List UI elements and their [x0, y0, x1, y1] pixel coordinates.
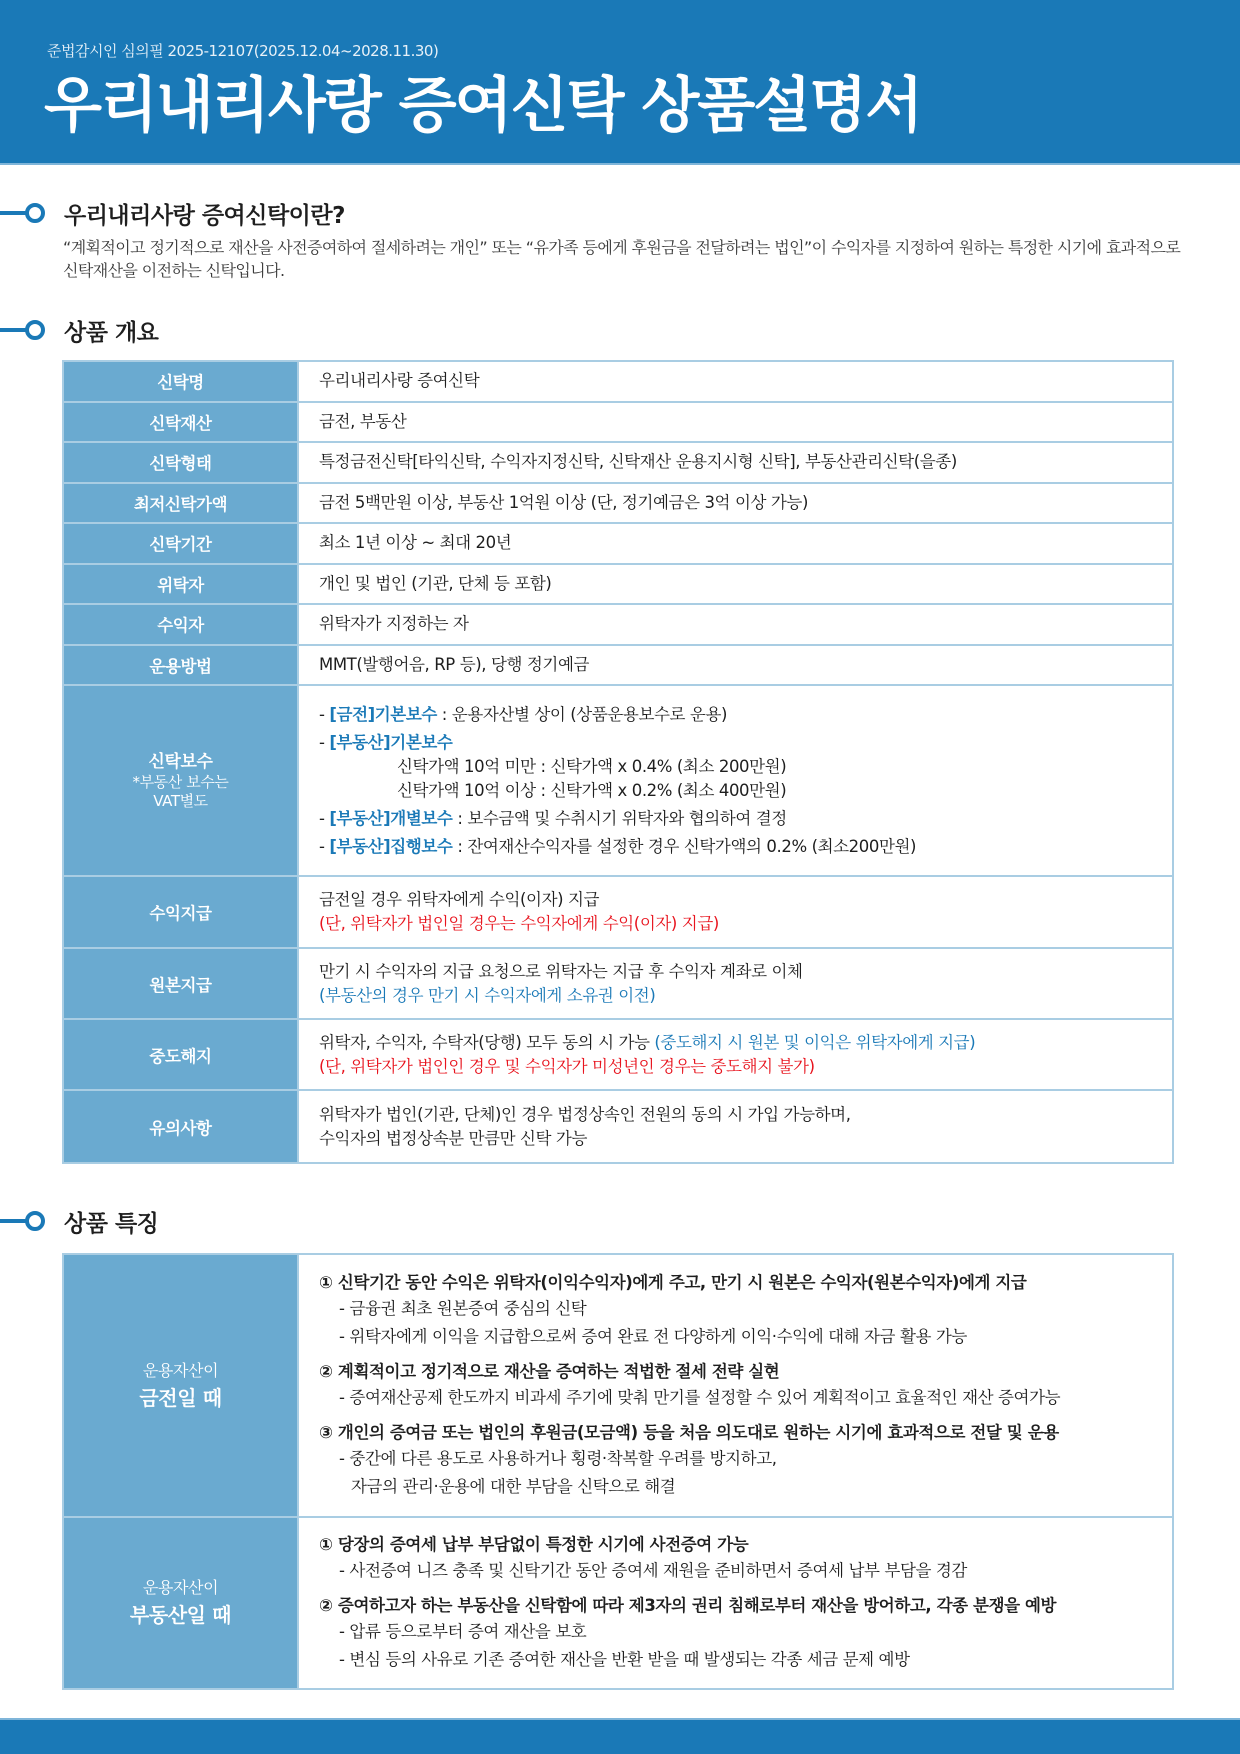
document-footer-bar — [0, 1718, 1240, 1754]
feature-detail: - 사전증여 니즈 충족 및 신탁기간 동안 증여세 재원을 준비하면서 증여세 납부 부담을 경감 — [339, 1561, 967, 1580]
table-row — [63, 645, 1173, 686]
table-row-notes — [63, 1090, 1173, 1163]
row-value: 최소 1년 이상 ~ 최대 20년 — [298, 523, 1173, 564]
fee-item: - [부동산]기본보수 — [319, 732, 453, 752]
row-value-cash — [298, 1254, 1173, 1517]
row-label: 신탁명 — [63, 361, 298, 402]
feature-title: ① 신탁기간 동안 수익은 위탁자(이익수익자)에게 주고, 만기 시 원본은 수익자(원본수익자)에게 지급 — [319, 1273, 1027, 1292]
table-row — [63, 442, 1173, 483]
warning-text: (단, 위탁자가 법인인 경우 및 수익자가 미성년인 경우는 중도해지 불가) — [319, 1056, 815, 1076]
document-title: 우리내리사랑 증여신탁 상품설명서 — [44, 71, 922, 141]
row-value: 금전 5백만원 이상, 부동산 1억원 이상 (단, 정기예금은 3억 이상 가능) — [298, 483, 1173, 524]
product-overview-table — [62, 360, 1174, 1164]
row-value: 우리내리사랑 증여신탁 — [298, 361, 1173, 402]
fee-tier: 신탁가액 10억 미만 : 신탁가액 x 0.4% (최소 200만원) — [397, 756, 787, 776]
row-value: 특정금전신탁[타익신탁, 수익자지정신탁, 신탁재산 운용지시형 신탁], 부동산관리신탁(을종) — [298, 442, 1173, 483]
note-text: (부동산의 경우 만기 시 수익자에게 소유권 이전) — [319, 985, 656, 1005]
vat-note: *부동산 보수는 — [132, 772, 229, 791]
row-label: 위탁자 — [63, 564, 298, 605]
row-value: MMT(발행어음, RP 등), 당행 정기예금 — [298, 645, 1173, 686]
section-title: 상품 개요 — [64, 319, 159, 346]
row-value: 만기 시 수익자의 지급 요청으로 위탁자는 지급 후 수익자 계좌로 이체 (부동산의 경우 만기 시 수익자에게 소유권 이전) — [298, 948, 1173, 1019]
feature-title: ② 증여하고자 하는 부동산을 신탁함에 따라 제3자의 권리 침해로부터 재산을 방어하고, 각종 분쟁을 예방 — [319, 1596, 1057, 1615]
row-label: 원본지급 — [63, 948, 298, 1019]
row-value-real-estate — [298, 1517, 1173, 1689]
row-label: 운용방법 — [63, 645, 298, 686]
feature-title: ① 당장의 증여세 납부 부담없이 특정한 시기에 사전증여 가능 — [319, 1535, 749, 1554]
table-row-fee — [63, 685, 1173, 876]
feature-detail: - 증여재산공제 한도까지 비과세 주기에 맞춰 만기를 설정할 수 있어 계획적이고 효율적인 재산 증여가능 — [339, 1388, 1061, 1407]
fee-item: - [금전]기본보수 : 운용자산별 상이 (상품운용보수로 운용) — [319, 704, 728, 724]
timeline-ring-icon — [0, 1206, 48, 1236]
row-value: 금전일 경우 위탁자에게 수익(이자) 지급 (단, 위탁자가 법인일 경우는 수익자에게 수익(이자) 지급) — [298, 876, 1173, 948]
feature-title: ③ 개인의 증여금 또는 법인의 후원금(모금액) 등을 처음 의도대로 원하는 시기에 효과적으로 전달 및 운용 — [319, 1423, 1059, 1442]
table-row-principal-payment — [63, 948, 1173, 1019]
row-label-fee: 신탁보수 *부동산 보수는 VAT별도 — [63, 685, 298, 876]
section-title: 상품 특징 — [64, 1210, 159, 1237]
row-label: 유의사항 — [63, 1090, 298, 1163]
timeline-ring-icon — [0, 315, 48, 345]
product-features-table — [62, 1253, 1174, 1690]
row-label-real-estate: 운용자산이 부동산일 때 — [63, 1517, 298, 1689]
row-value: 위탁자가 지정하는 자 — [298, 604, 1173, 645]
feature-detail: - 압류 등으로부터 증여 재산을 보호 — [339, 1622, 587, 1641]
document-header — [0, 0, 1240, 165]
row-label: 신탁형태 — [63, 442, 298, 483]
table-row-early-termination — [63, 1019, 1173, 1090]
section-heading-overview — [0, 315, 158, 345]
row-value: 위탁자, 수익자, 수탁자(당행) 모두 동의 시 가능 (중도해지 시 원본 및 이익은 위탁자에게 지급) (단, 위탁자가 법인인 경우 및 수익자가 미성년인 경우는 중도해지 불가) — [298, 1019, 1173, 1090]
intro-description: “계획적이고 정기적으로 재산을 사전증여하여 절세하려는 개인” 또는 “유가족 등에게 후원금을 전달하려는 법인”이 수익자를 지정하여 원하는 특정한 시기에 효과적으로 신탁재산을 이전하는 신탁입니다. — [63, 238, 1181, 280]
section-title: 우리내리사랑 증여신탁이란? — [64, 202, 345, 229]
section-heading-features — [0, 1206, 158, 1236]
note-text: (중도해지 시 원본 및 이익은 위탁자에게 지급) — [654, 1032, 976, 1052]
row-label-cash: 운용자산이 금전일 때 — [63, 1254, 298, 1517]
feature-detail: - 중간에 다른 용도로 사용하거나 횡령·착복할 우려를 방지하고, — [339, 1449, 777, 1468]
row-label: 신탁기간 — [63, 523, 298, 564]
warning-text: (단, 위탁자가 법인일 경우는 수익자에게 수익(이자) 지급) — [319, 914, 719, 933]
fee-item: - [부동산]집행보수 : 잔여재산수익자를 설정한 경우 신탁가액의 0.2% (최소200만원) — [319, 836, 917, 856]
feature-detail: - 변심 등의 사유로 기존 증여한 재산을 반환 받을 때 발생되는 각종 세금 문제 예방 — [339, 1650, 910, 1669]
row-value: 개인 및 법인 (기관, 단체 등 포함) — [298, 564, 1173, 605]
row-value: 위탁자가 법인(기관, 단체)인 경우 법정상속인 전원의 동의 시 가입 가능하며, 수익자의 법정상속분 만큼만 신탁 가능 — [298, 1090, 1173, 1163]
table-row — [63, 523, 1173, 564]
row-label: 수익지급 — [63, 876, 298, 948]
row-label: 신탁재산 — [63, 402, 298, 443]
table-row — [63, 361, 1173, 402]
compliance-review-number: 준법감시인 심의필 2025-12107(2025.12.04~2028.11.30) — [47, 42, 439, 60]
fee-item: - [부동산]개별보수 : 보수금액 및 수취시기 위탁자와 협의하여 결정 — [319, 808, 787, 828]
table-row — [63, 564, 1173, 605]
table-row — [63, 604, 1173, 645]
fee-tier: 신탁가액 10억 이상 : 신탁가액 x 0.2% (최소 400만원) — [397, 780, 787, 800]
section-heading-intro — [0, 198, 345, 228]
features-row-real-estate — [63, 1517, 1173, 1689]
row-label: 중도해지 — [63, 1019, 298, 1090]
vat-note: VAT별도 — [153, 791, 208, 810]
feature-detail: 자금의 관리·운용에 대한 부담을 신탁으로 해결 — [351, 1477, 676, 1496]
row-label: 최저신탁가액 — [63, 483, 298, 524]
timeline-ring-icon — [0, 198, 48, 228]
row-value: 금전, 부동산 — [298, 402, 1173, 443]
table-row — [63, 402, 1173, 443]
row-label: 수익자 — [63, 604, 298, 645]
feature-detail: - 위탁자에게 이익을 지급함으로써 증여 완료 전 다양하게 이익·수익에 대해 자금 활용 가능 — [339, 1327, 967, 1346]
table-row — [63, 483, 1173, 524]
features-row-cash — [63, 1254, 1173, 1517]
feature-detail: - 금융권 최초 원본증여 중심의 신탁 — [339, 1299, 587, 1318]
feature-title: ② 계획적이고 정기적으로 재산을 증여하는 적법한 절세 전략 실현 — [319, 1362, 780, 1381]
table-row-income-payment — [63, 876, 1173, 948]
row-value-fee — [298, 685, 1173, 876]
